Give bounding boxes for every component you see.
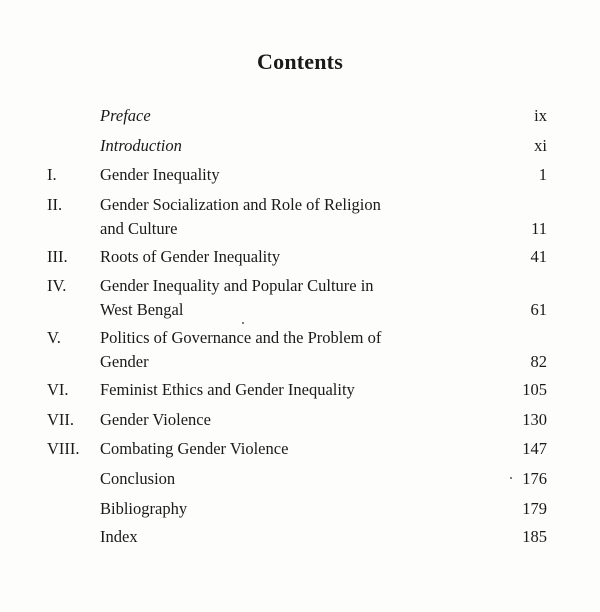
entry-title: Conclusion	[100, 469, 176, 488]
print-speck	[510, 477, 512, 479]
entry-page: 41	[530, 247, 547, 266]
entry-number: I.	[47, 165, 57, 184]
entry-page: 61	[530, 300, 547, 319]
entry-number: III.	[47, 247, 68, 266]
entry-title: Gender Socialization and Role of Religion and Culture	[100, 195, 381, 238]
entry-page: 179	[522, 499, 547, 518]
entry-page: 147	[522, 439, 547, 458]
entry-number: VI.	[47, 380, 69, 399]
page-title: Contents	[257, 49, 343, 74]
entry-title: Bibliography	[100, 499, 188, 518]
entry-title: Preface	[100, 106, 151, 125]
entry-title: Gender Inequality and Popular Culture in West Bengal	[100, 276, 374, 319]
entry-page: 11	[531, 219, 547, 238]
entry-page: 176	[522, 469, 547, 488]
entry-page: 1	[538, 165, 547, 184]
entry-page: ix	[534, 106, 547, 125]
entry-page: 130	[522, 410, 547, 429]
entry-number: IV.	[47, 276, 67, 295]
entry-number: VIII.	[47, 439, 80, 458]
entry-number: VII.	[47, 410, 75, 429]
entry-title: Combating Gender Violence	[100, 439, 289, 458]
entry-page: 82	[530, 352, 547, 371]
entry-title: Index	[100, 527, 138, 546]
entry-title: Gender Violence	[100, 410, 211, 429]
entry-number: II.	[47, 195, 63, 214]
entry-title: Introduction	[100, 136, 182, 155]
entry-title: Feminist Ethics and Gender Inequality	[100, 380, 355, 399]
entry-page: 185	[522, 527, 547, 546]
entry-page: 105	[522, 380, 547, 399]
entry-title: Gender Inequality	[100, 165, 220, 184]
entry-number: V.	[47, 328, 61, 347]
entry-title: Politics of Governance and the Problem of Gender	[100, 328, 382, 371]
entry-title: Roots of Gender Inequality	[100, 247, 281, 266]
print-speck	[242, 322, 244, 324]
entry-page: xi	[534, 136, 547, 155]
